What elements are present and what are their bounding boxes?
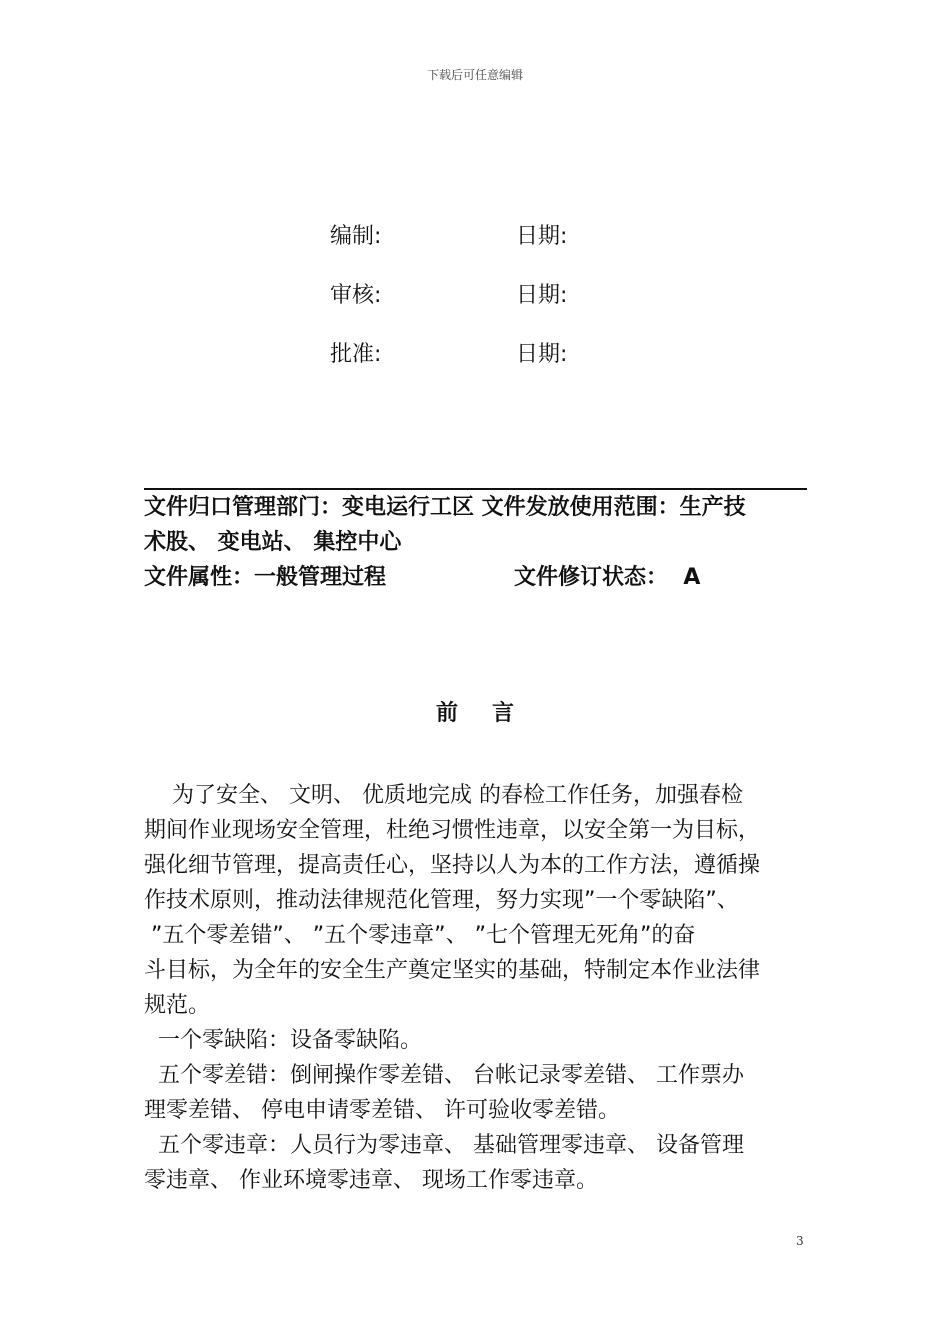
preface-line: 规范。 (144, 993, 211, 1018)
approve-date-label: 日期: (516, 342, 568, 367)
preface-line: 期间作业现场安全管理，杜绝习惯性违章，以安全第一为目标， (144, 818, 761, 843)
document-meta-line-1: 文件归口管理部门：变电运行工区 文件发放使用范围：生产技 (144, 495, 746, 520)
preface-line: 一个零缺陷：设备零缺陷。 (144, 1028, 422, 1053)
preface-line: 五个零违章：人员行为零违章、 基础管理零违章、 设备管理 (144, 1133, 744, 1158)
page-number: 3 (796, 1234, 804, 1248)
document-meta-line-2: 术股、 变电站、 集控中心 (144, 530, 402, 555)
review-date-label: 日期: (516, 283, 568, 308)
preface-line: 作技术原则，推动法律规范化管理，努力实现”一个零缺陷”、 (144, 888, 739, 913)
preface-line: 为了安全、 文明、 优质地完成 的春检工作任务，加强春检 (144, 783, 743, 808)
compiled-by-label: 编制: (330, 224, 382, 249)
preface-line: 斗目标，为全年的安全生产奠定坚实的基础，特制定本作业法律 (144, 958, 761, 983)
preface-line: ”五个零差错”、 ”五个零违章”、 ”七个管理无死角”的奋 (144, 923, 696, 948)
preface-line: 零违章、 作业环境零违章、 现场工作零违章。 (144, 1168, 598, 1193)
reviewed-by-label: 审核: (330, 283, 382, 308)
preface-line: 强化细节管理，提高责任心，坚持以人为本的工作方法，遵循操 (144, 853, 761, 878)
preface-line: 理零差错、 停电申请零差错、 许可验收零差错。 (144, 1098, 620, 1123)
document-meta-line-3 (144, 560, 814, 595)
preface-line: 五个零差错：倒闸操作零差错、 台帐记录零差错、 工作票办 (144, 1063, 744, 1088)
revision-status: 文件修订状态： A (514, 565, 701, 590)
approved-by-label: 批准: (330, 342, 382, 367)
header-note: 下载后可任意编辑 (426, 68, 523, 82)
document-attribute: 文件属性：一般管理过程 (144, 565, 387, 590)
compile-date-label: 日期: (516, 224, 568, 249)
preface-title: 前言 (436, 701, 549, 726)
